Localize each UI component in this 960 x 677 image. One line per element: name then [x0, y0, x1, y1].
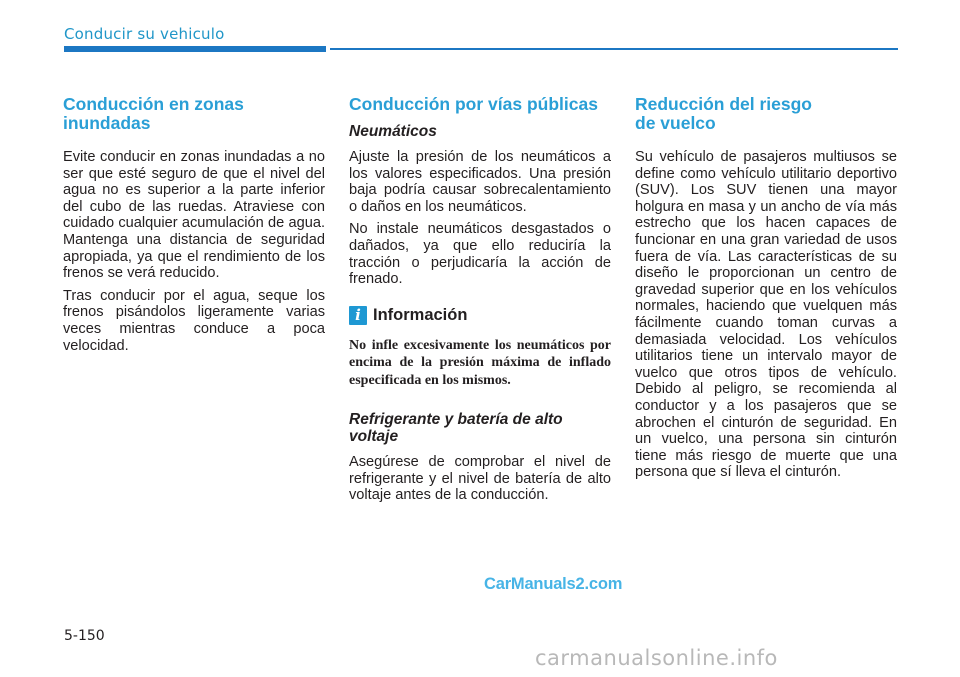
page-number: 5-150 — [64, 628, 105, 644]
subheading-tires: Neumáticos — [349, 123, 437, 140]
info-text: No infle excesivamente los neumáticos por encima de la presión máxima de inflado especificada en los mismos. — [349, 337, 611, 388]
heading-rollover — [635, 95, 897, 133]
heading-line: Conducción en zonas — [63, 94, 244, 114]
heading-flooded-areas — [63, 95, 325, 133]
subheading-line: Refrigerante y batería de alto — [349, 410, 563, 428]
column-flooded-areas — [63, 95, 325, 354]
paragraph: Asegúrese de comprobar el nivel de refrigerante y el nivel de batería de alto voltaje antes de la conducción. — [349, 453, 611, 504]
heading-line: de vuelco — [635, 113, 716, 133]
info-title: Información — [373, 305, 468, 324]
paragraph: Tras conducir por el agua, seque los frenos pisándolos ligeramente varias veces mientras conduce a poca velocidad. — [63, 287, 325, 354]
header-rule — [330, 48, 898, 50]
heading-public-roads: Conducción por vías públicas — [349, 94, 598, 114]
paragraph: Evite conducir en zonas inundadas a no ser que esté seguro de que el nivel del agua no es superior a la parte inferior del cubo de las ruedas. Atraviese con cuidado cualquier acumulación de agua. Mantenga una distancia de seguridad apropiada, ya que el rendimiento de los frenos se verá reducido. — [63, 149, 325, 282]
column-rollover — [635, 95, 897, 481]
footer-watermark: carmanualsonline.info — [535, 646, 778, 670]
info-box-header — [349, 306, 611, 325]
paragraph: No instale neumáticos desgastados o dañados, ya que ello reduciría la tracción o perjudicaría la acción de frenado. — [349, 221, 611, 288]
watermark-link[interactable]: CarManuals2.com — [484, 575, 623, 593]
paragraph: Su vehículo de pasajeros multiusos se define como vehículo utilitario deportivo (SUV). Los SUV tienen una mayor holgura en masa y un ancho de vía más estrecho que los hacen capaces de funcionar en una gran variedad de usos fuera de vía. Las características de su diseño le proporcionan un centro de gravedad superior que en los vehículos normales, haciendo que vuelquen más fácilmente cuando toman curvas a demasiada velocidad. Los vehículos utilitarios tiene un intervalo mayor de vuelco que otros tipos de vehículo. Debido al peligro, se recomienda al conductor y a los pasajeros que se abrochen el cinturón de seguridad. En un vuelco, una persona sin cinturón tiene más riesgo de muerte que una persona que sí lleva el cinturón. — [635, 149, 897, 481]
paragraph: Ajuste la presión de los neumáticos a los valores especificados. Una presión baja podría causar sobrecalentamiento o daños en los neumáticos. — [349, 149, 611, 215]
subheading-coolant-battery — [349, 411, 611, 445]
header-rule-accent — [64, 46, 326, 52]
subheading-line: voltaje — [349, 427, 399, 445]
heading-line: inundadas — [63, 113, 151, 133]
heading-line: Reducción del riesgo — [635, 94, 812, 114]
info-icon: i — [349, 306, 367, 325]
column-public-roads — [349, 95, 611, 504]
section-title: Conducir su vehiculo — [64, 25, 225, 43]
